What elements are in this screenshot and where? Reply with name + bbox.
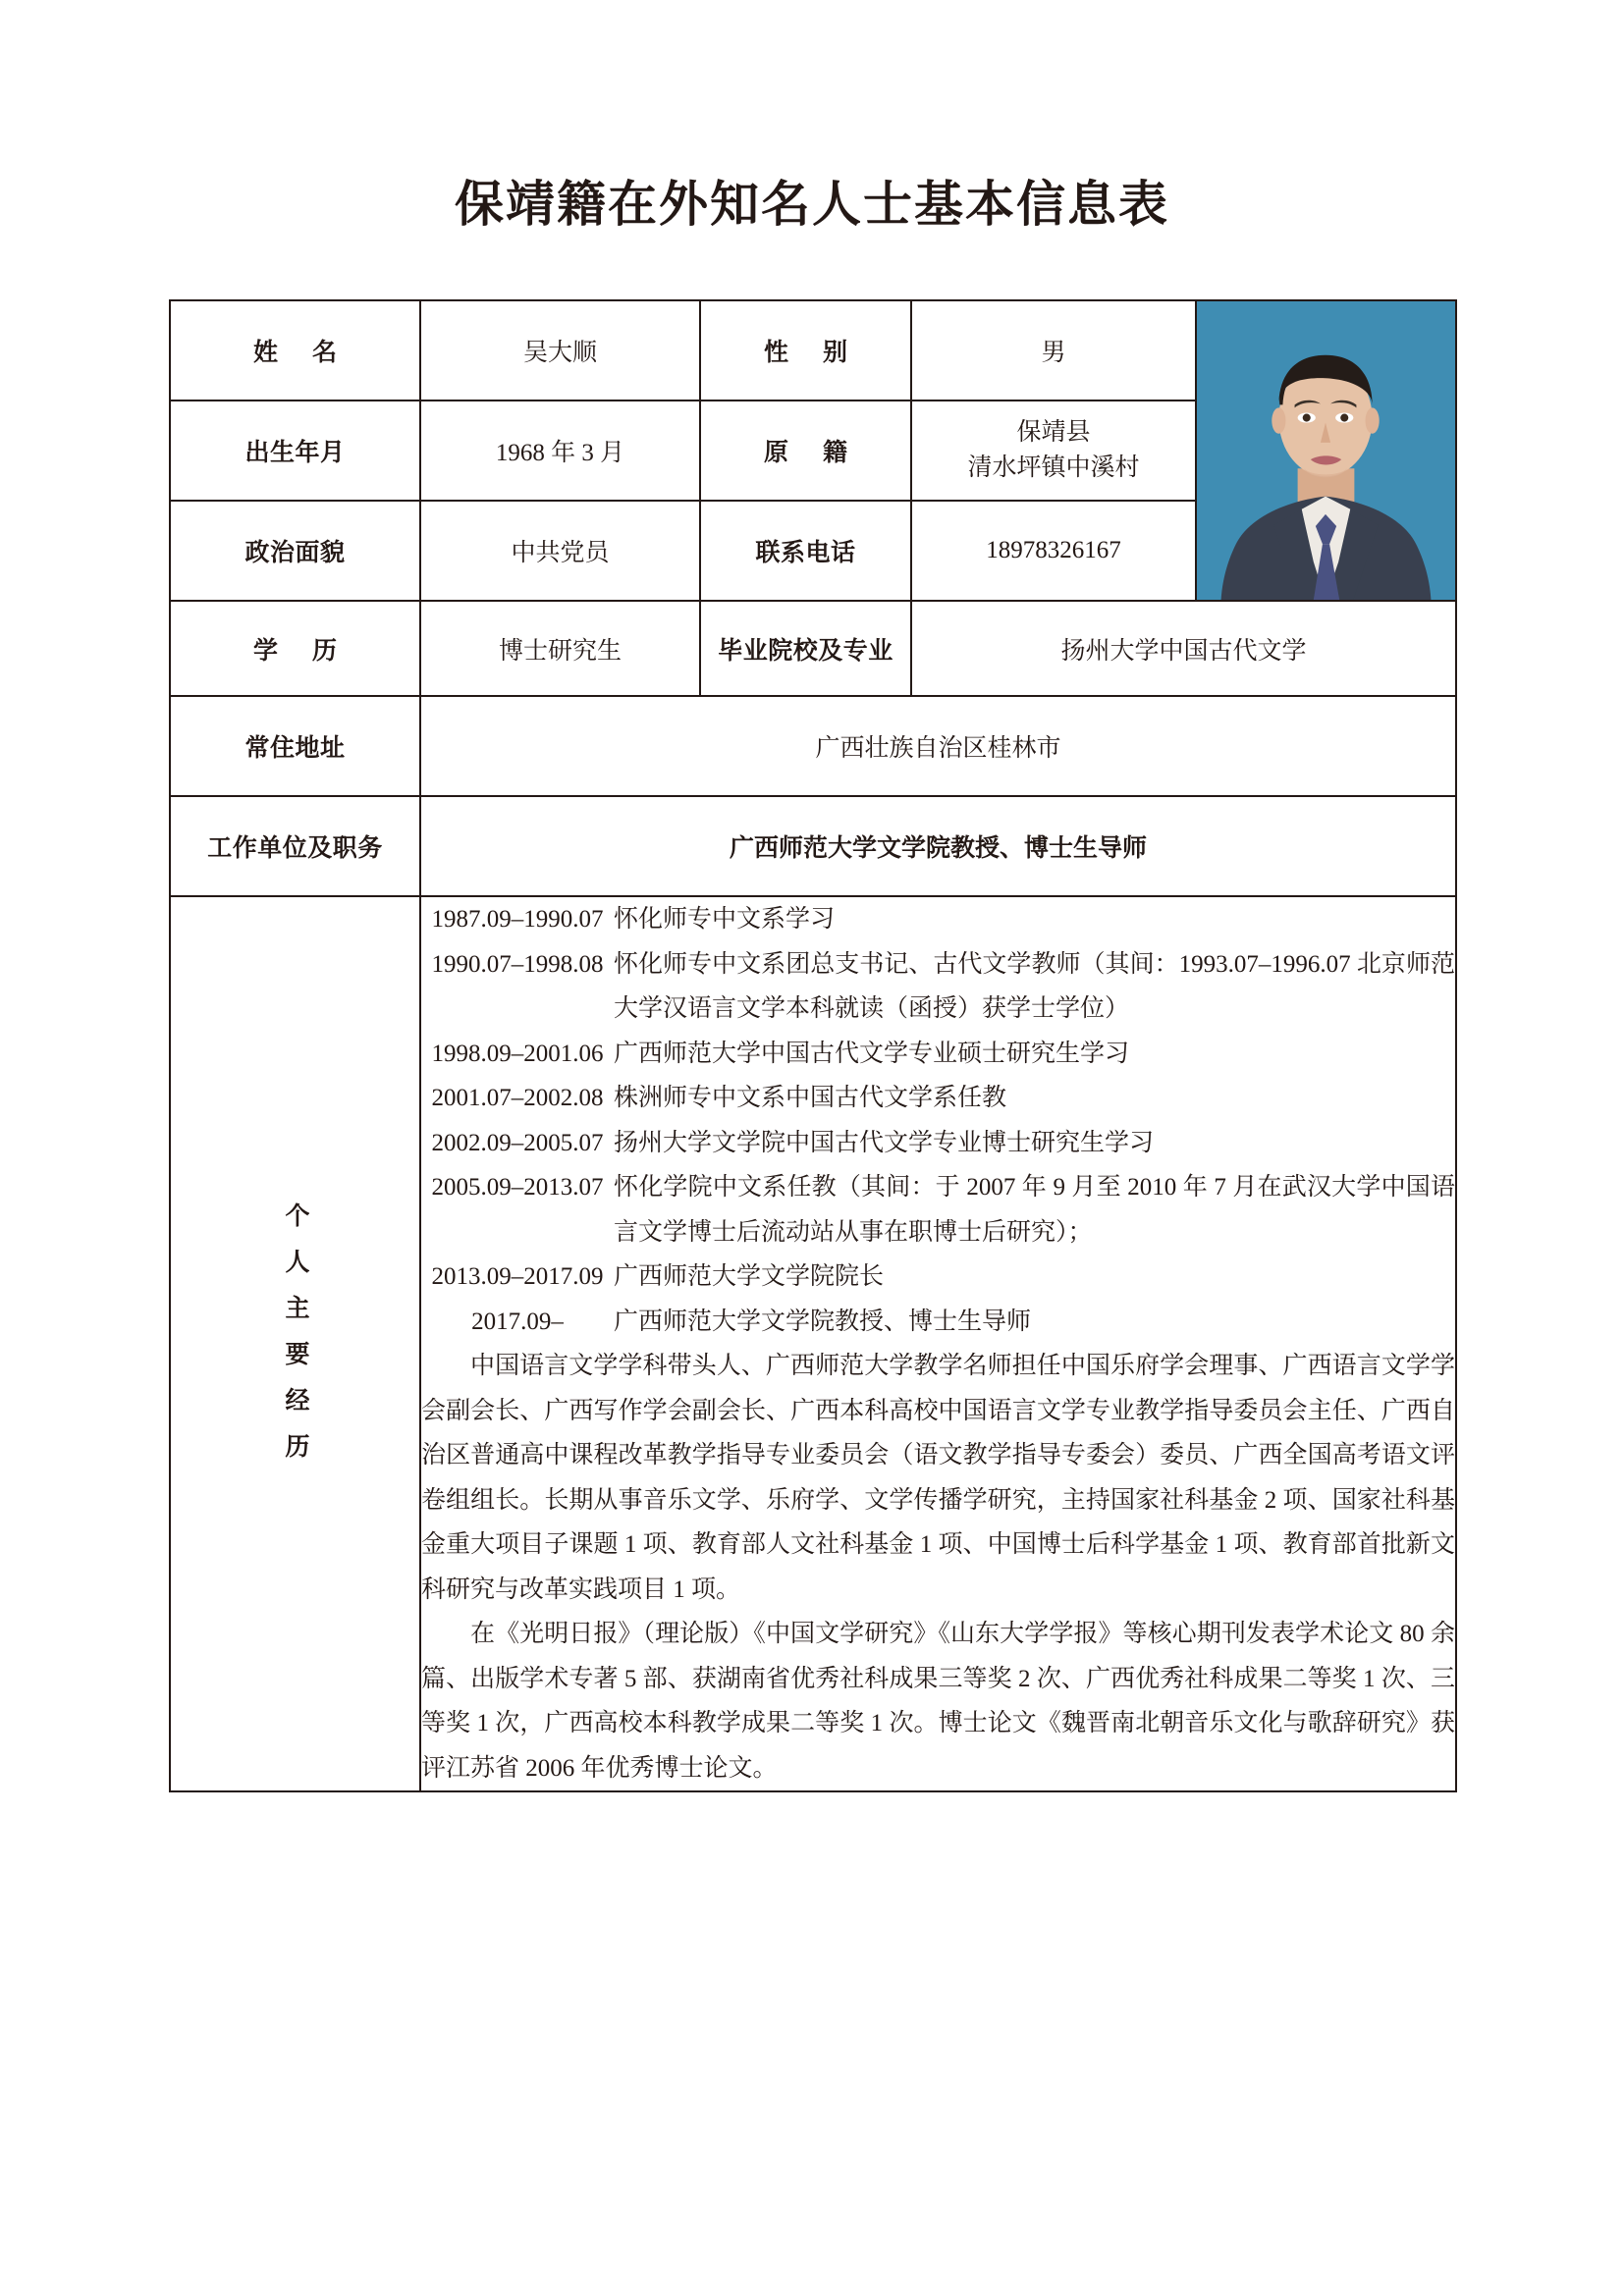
experience-item-date: 2002.09–2005.07 [431, 1129, 604, 1156]
value-origin-line1: 保靖县 [1016, 418, 1091, 446]
experience-item [421, 1076, 1455, 1121]
experience-paragraph: 在《光明日报》（理论版）《中国文学研究》《山东大学学报》等核心期刊发表学术论文 80 余篇、出版学术专著 5 部、获湖南省优秀社科成果三等奖 2 次、广西优秀社科成果二等奖 1 次、三等奖 1 次，广西高校本科教学成果二等奖 1 次。博士论文《魏晋南北朝音乐文化与歌辞研究》获评江苏省 2006 年优秀博士论文。 [421, 1621, 1455, 1782]
value-political-status: 中共党员 [420, 501, 700, 601]
label-birth: 出生年月 [170, 400, 420, 501]
experience-item-description: 扬州大学文学院中国古代文学专业博士研究生学习 [614, 1129, 1155, 1156]
label-address: 常住地址 [170, 696, 420, 796]
table-row-education [170, 601, 1456, 696]
experience-item-date: 1998.09–2001.06 [431, 1040, 604, 1067]
experience-item-date: 1990.07–1998.08 [431, 950, 604, 978]
experience-item-description: 广西师范大学文学院教授、博士生导师 [614, 1308, 1032, 1335]
label-phone: 联系电话 [700, 501, 911, 601]
value-gender: 男 [911, 300, 1196, 400]
label-work-unit: 工作单位及职务 [170, 796, 420, 896]
label-name: 姓 名 [170, 300, 420, 400]
experience-paragraph: 中国语言文学学科带头人、广西师范大学教学名师担任中国乐府学会理事、广西语言文学学会副会长、广西写作学会副会长、广西本科高校中国语言文学专业教学指导委员会主任、广西自治区普通高中课程改革教学指导专业委员会（语文教学指导专委会）委员、广西全国高考语文评卷组组长。长期从事音乐文学、乐府学、文学传播学研究，主持国家社科基金 2 项、国家社科基金重大项目子课题 1 项、教育部人文社科基金 1 项、中国博士后科学基金 1 项、教育部首批新文科研究与改革实践项目 1 项。 [421, 1353, 1455, 1603]
experience-item-description: 株洲师专中文系中国古代文学系任教 [614, 1085, 1007, 1111]
value-origin-line2: 清水坪镇中溪村 [967, 454, 1140, 481]
experience-item-date: 1987.09–1990.07 [431, 906, 604, 933]
experience-item [421, 1032, 1455, 1077]
experience-item-date: 2001.07–2002.08 [431, 1085, 604, 1111]
label-gender: 性 别 [700, 300, 911, 400]
value-experience [420, 896, 1456, 1791]
experience-item-description: 广西师范大学中国古代文学专业硕士研究生学习 [614, 1040, 1130, 1067]
value-address: 广西壮族自治区桂林市 [420, 696, 1456, 796]
label-experience: 个人主要经历 [282, 1201, 309, 1479]
value-school-major: 扬州大学中国古代文学 [911, 601, 1456, 696]
label-political-status: 政治面貌 [170, 501, 420, 601]
experience-item [421, 1300, 1455, 1345]
experience-item-description: 广西师范大学文学院院长 [614, 1263, 885, 1290]
value-education: 博士研究生 [420, 601, 700, 696]
value-birth: 1968 年 3 月 [420, 400, 700, 501]
value-origin [911, 400, 1196, 501]
experience-item-description: 怀化师专中文系学习 [614, 906, 836, 933]
experience-item [421, 1255, 1455, 1300]
value-name: 吴大顺 [420, 300, 700, 400]
page-title: 保靖籍在外知名人士基本信息表 [455, 177, 1169, 232]
label-education: 学 历 [170, 601, 420, 696]
label-origin: 原 籍 [700, 400, 911, 501]
experience-item [421, 897, 1455, 942]
experience-item [421, 942, 1455, 1032]
experience-paragraphs [421, 1344, 1455, 1790]
experience-item [421, 1165, 1455, 1255]
experience-list [421, 897, 1455, 1344]
experience-item [421, 1121, 1455, 1166]
table-row-address [170, 696, 1456, 796]
label-school-major: 毕业院校及专业 [700, 601, 911, 696]
table-row-name [170, 300, 1456, 400]
experience-item-description: 怀化师专中文系团总支书记、古代文学教师（其间：1993.07–1996.07 北京师范大学汉语言文学本科就读（函授）获学士学位） [614, 950, 1455, 1022]
basic-info-table [169, 299, 1457, 1792]
experience-item-description: 怀化学院中文系任教（其间：于 2007 年 9 月至 2010 年 7 月在武汉大学中国语言文学博士后流动站从事在职博士后研究）； [614, 1174, 1455, 1246]
label-experience-cell [170, 896, 420, 1791]
table-row-work [170, 796, 1456, 896]
experience-item-date: 2017.09– [471, 1308, 564, 1335]
value-phone: 18978326167 [911, 501, 1196, 601]
value-work-unit: 广西师范大学文学院教授、博士生导师 [420, 796, 1456, 896]
portrait-photo-frame [1197, 301, 1455, 600]
experience-item-date: 2005.09–2013.07 [431, 1174, 604, 1201]
table-row-experience [170, 896, 1456, 1791]
portrait-illustration [1197, 301, 1455, 600]
portrait-photo [1196, 300, 1456, 601]
experience-item-date: 2013.09–2017.09 [431, 1263, 604, 1290]
